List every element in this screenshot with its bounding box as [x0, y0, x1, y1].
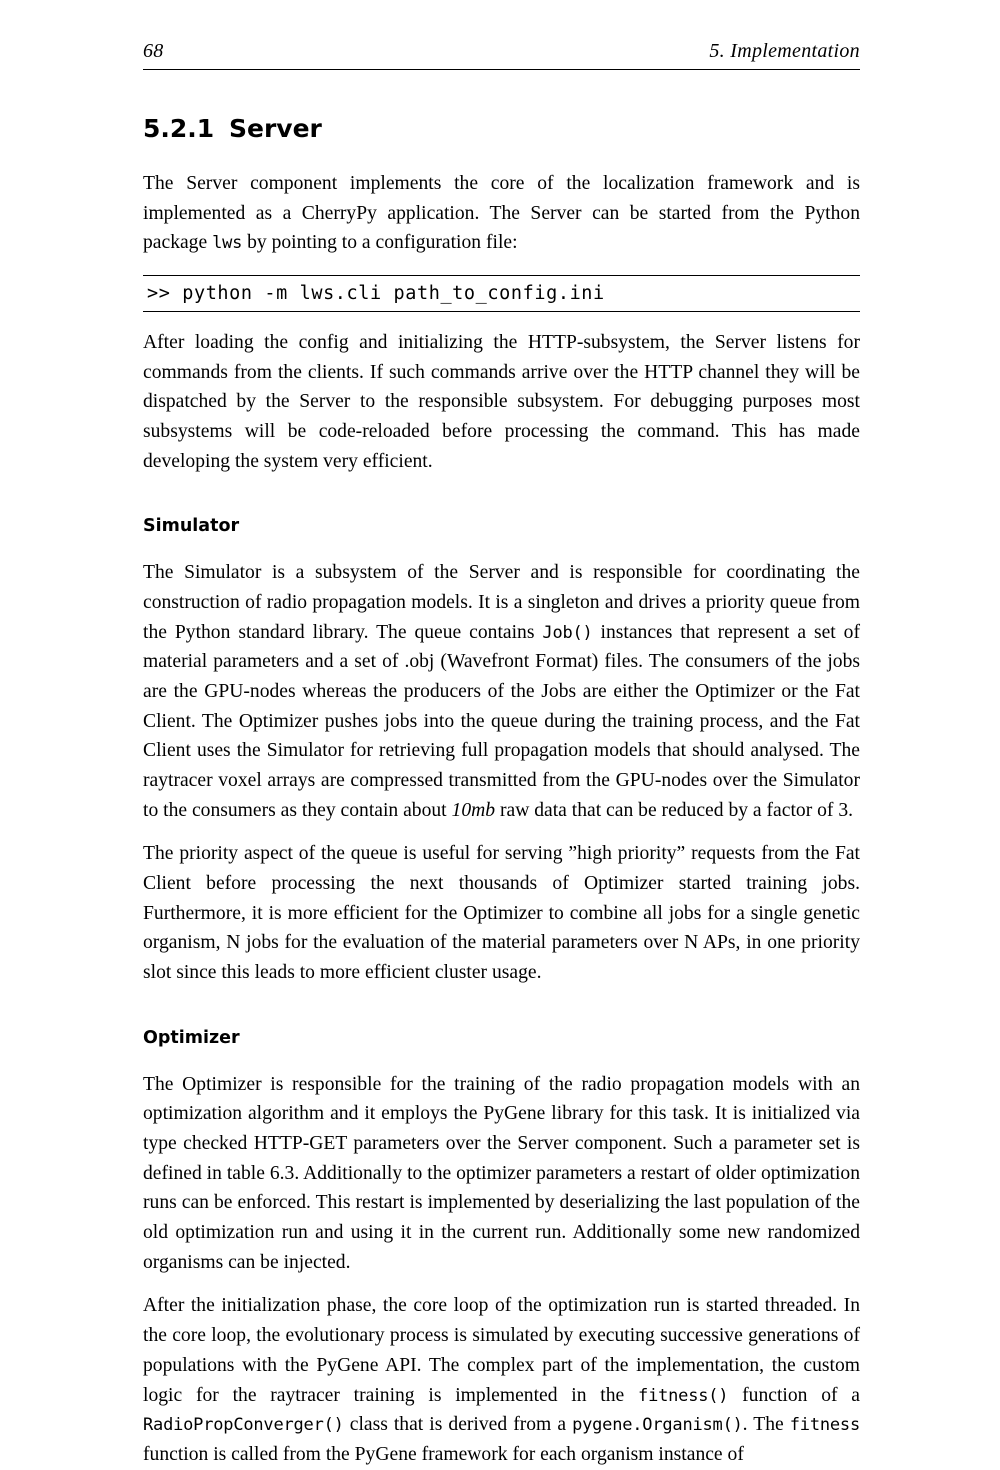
text-run: After the initialization phase, the core loop of the optimization run is started threaded. In the core loop, the evolutionary process is simulated by executing successive generations of populations with the PyGene API. The complex part of the implementation, the custom logic for the raytracer training is implemented in the	[143, 1295, 860, 1406]
text-run: raw data that can be reduced by a factor of 3.	[495, 799, 854, 821]
paragraph-simulator-1	[143, 558, 860, 825]
subsection-heading-simulator: Simulator	[143, 516, 240, 537]
text-run: class that is derived from a	[343, 1414, 573, 1436]
paragraph-optimizer-2	[143, 1291, 860, 1469]
text-run: instances that represent a set of material parameters and a set of .obj (Wavefront Format) files. The consumers of the jobs are the GPU-nodes whereas the producers of the Jobs are either the Optimizer or the Fat Client. The Optimizer pushes jobs into the queue during the training process, and the Fat Client uses the Simulator for retrieving full propagation models that should analysed. The raytracer voxel arrays are compressed transmitted from the GPU-nodes over the Simulator to the consumers as they contain about	[143, 621, 860, 821]
inline-code-lws: lws	[212, 233, 243, 254]
page-number: 68	[143, 40, 164, 62]
paragraph-server-intro	[143, 169, 860, 258]
inline-code-radiopropconverger: RadioPropConverger()	[143, 1415, 344, 1436]
code-line: >> python -m lws.cli path_to_config.ini	[147, 283, 605, 305]
running-header	[143, 40, 860, 70]
text-run: function of a	[728, 1384, 860, 1406]
chapter-title: 5. Implementation	[709, 40, 860, 62]
subsection-heading-optimizer: Optimizer	[143, 1027, 240, 1048]
paragraph-optimizer-1: The Optimizer is responsible for the training of the radio propagation models with an optimization algorithm and it employs the PyGene library for this task. It is initialized via type checked HTTP-GET parameters over the Server component. Such a parameter set is defined in table 6.3. Additionally to the optimizer parameters a restart of older optimization runs can be enforced. This restart is implemented by deserializing the last population of the old optimization run and using it in the current run. Additionally some new randomized organisms can be injected.	[143, 1073, 860, 1273]
inline-code-fitness: fitness	[789, 1415, 860, 1436]
paragraph-simulator-2: The priority aspect of the queue is useful for serving ”high priority” requests from the Fat Client before processing the next thousands of Optimizer started training jobs. Furthermore, it is more efficient for the Optimizer to combine all jobs for a single genetic organism, N jobs for the evaluation of the material parameters over N APs, in one priority slot since this leads to more efficient cluster usage.	[143, 843, 860, 984]
section-number: 5.2.1	[143, 114, 215, 143]
inline-code-job: Job()	[542, 622, 593, 643]
page-content	[143, 40, 860, 1470]
inline-math-10mb: 10mb	[451, 799, 496, 821]
inline-code-pygene-organism: pygene.Organism()	[572, 1415, 743, 1436]
text-run: function is called from the PyGene framework for each organism instance of	[143, 1443, 744, 1465]
section-heading	[143, 114, 860, 143]
code-block	[143, 275, 860, 312]
text-run: by pointing to a configuration file:	[242, 232, 518, 254]
section-title: Server	[229, 114, 322, 143]
text-run: . The	[742, 1414, 790, 1436]
text-run: The Server component implements the core of the localization framework and is implemented as a CherryPy application. The Server can be started from the Python package	[143, 173, 860, 254]
inline-code-fitness-call: fitness()	[638, 1385, 729, 1406]
text-run: The Simulator is a subsystem of the Server and is responsible for coordinating the construction of radio propagation models. It is a singleton and drives a priority queue from the Python standard library. The queue contains	[143, 562, 860, 643]
paragraph-after-code: After loading the config and initializing the HTTP-subsystem, the Server listens for commands from the clients. If such commands arrive over the HTTP channel they will be dispatched by the Server to the responsible subsystem. For debugging purposes most subsystems will be code-reloaded before processing the command. This has made developing the system very efficient.	[143, 332, 860, 472]
